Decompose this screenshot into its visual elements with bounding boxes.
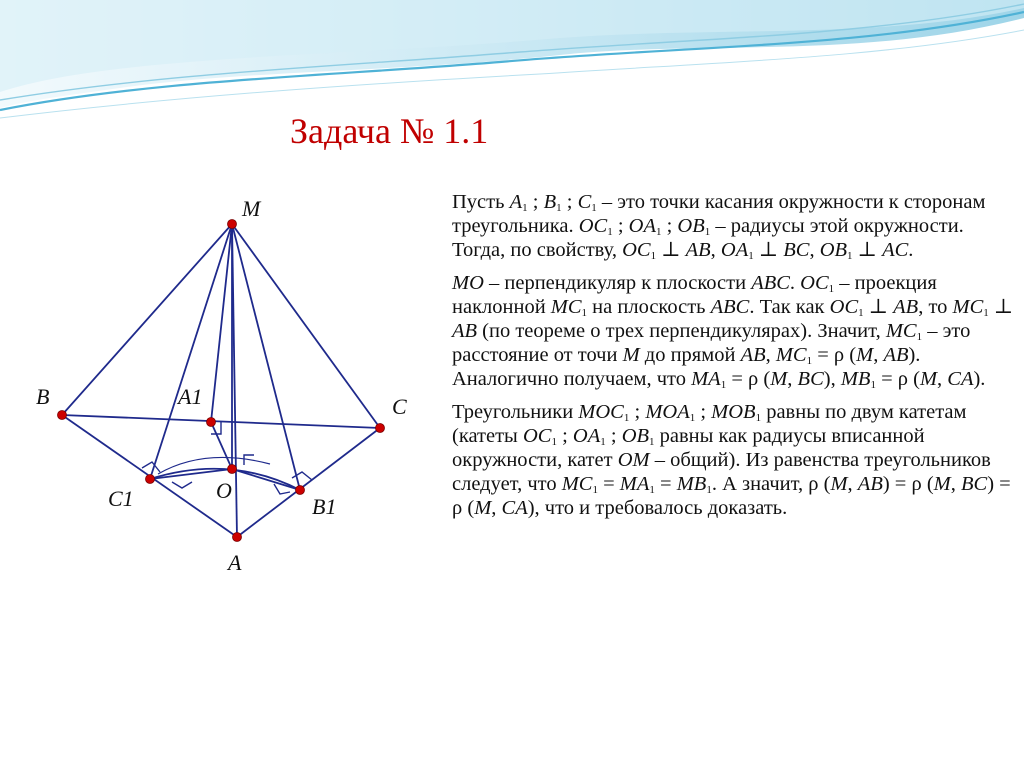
math-term: B (543, 191, 557, 213)
text-run: ; (661, 215, 678, 237)
subscript: 1 (522, 202, 528, 214)
text-run: равны как радиусы вписанной окружности, катет (452, 425, 925, 471)
math-term: OM (617, 449, 650, 471)
text-run: ), (823, 368, 841, 390)
right-angle-mark (142, 462, 160, 472)
label-C: C (392, 394, 407, 419)
text-run: ; (561, 191, 578, 213)
text-run: на плоскость (587, 296, 711, 318)
math-term: OB (621, 425, 650, 447)
text-run: ; (556, 425, 573, 447)
subscript: 1 (551, 436, 557, 448)
math-term: OC (829, 296, 859, 318)
subscript: 1 (916, 331, 923, 343)
point-O (228, 465, 237, 474)
text-run: – это расстояние от точи (452, 320, 971, 366)
text-run: равны по двум катетам (катеты (452, 401, 967, 447)
text-run: , (491, 497, 502, 519)
subscript: 1 (600, 436, 606, 448)
text-run: . А значит, ρ ( (711, 473, 831, 495)
math-term: M (933, 473, 951, 495)
math-term: A (509, 191, 523, 213)
text-run: ) = ρ ( (452, 473, 1011, 519)
label-M: M (242, 196, 261, 221)
math-term: M (856, 344, 874, 366)
text-run: ; (629, 401, 646, 423)
subscript: 1 (806, 355, 813, 367)
math-term: MA (691, 368, 721, 390)
text-run: ), что и требовалось доказать. (527, 497, 788, 519)
text-run: = ρ ( (875, 368, 920, 390)
subscript: 1 (858, 307, 864, 319)
text-run: (по теореме о трех перпендикулярах). Значит, (477, 320, 886, 342)
segment-MA1 (211, 224, 232, 422)
subscript: 1 (748, 250, 754, 262)
text-run: , (809, 239, 820, 261)
label-A1: A1 (178, 384, 203, 409)
label-A: A (228, 550, 242, 575)
math-term: MB (840, 368, 871, 390)
subscript: 1 (592, 484, 598, 496)
math-term: ABC (751, 272, 790, 294)
subscript: 1 (689, 412, 696, 424)
math-term: MOB (711, 401, 756, 423)
text-run: ; (612, 215, 629, 237)
subscript: 1 (847, 250, 853, 262)
text-run: , (787, 368, 798, 390)
subscript: 1 (870, 379, 876, 391)
text-run: ). (973, 368, 986, 390)
math-term: MOA (645, 401, 690, 423)
paragraph (452, 190, 1022, 262)
text-run: – общий). Из равенства треугольников следует, что (452, 449, 991, 495)
text-run: . (789, 272, 801, 294)
segment-OB1 (232, 469, 300, 490)
math-term: MOC (578, 401, 624, 423)
diagram-panel (30, 182, 425, 582)
text-run: Пусть (452, 191, 510, 213)
text-run: – перпендикуляр к плоскости (483, 272, 752, 294)
text-run: ⊥ (988, 296, 1014, 318)
text-run: – это точки касания окружности к сторонам треугольника. (452, 191, 986, 237)
math-term: OB (677, 215, 705, 237)
point-B (58, 411, 67, 420)
math-term: AB (452, 320, 478, 342)
math-term: MO (452, 272, 484, 294)
math-term: AB (883, 344, 909, 366)
math-term: OB (819, 239, 848, 261)
slide-title: Задача № 1.1 (290, 111, 489, 151)
label-O: O (216, 478, 232, 503)
text-run: – радиусы этой окружности. Тогда, по свойству, (452, 215, 964, 261)
math-term: BC (797, 368, 824, 390)
math-term: MC (952, 296, 984, 318)
math-term: BC (961, 473, 988, 495)
math-term: MB (676, 473, 707, 495)
point-A1 (207, 418, 216, 427)
segment-MB (62, 224, 232, 415)
text-run: , (937, 368, 948, 390)
subscript: 1 (623, 412, 630, 424)
math-term: OA (720, 239, 749, 261)
paragraph (452, 271, 1022, 391)
math-term: AB (857, 473, 883, 495)
math-term: M (919, 368, 938, 390)
point-M (228, 220, 237, 229)
text-run: = ρ ( (812, 344, 857, 366)
subscript: 1 (649, 484, 655, 496)
text-run: ⊥ (852, 239, 883, 261)
pyramid-diagram (30, 182, 425, 582)
math-term: OC (622, 239, 651, 261)
label-C1: C1 (108, 486, 134, 511)
point-B1 (296, 486, 305, 495)
text-run: ⊥ (656, 239, 686, 261)
text-run: , (950, 473, 961, 495)
math-term: OA (572, 425, 601, 447)
text-run: ⊥ (863, 296, 894, 318)
math-term: OA (628, 215, 656, 237)
text-run: . (908, 239, 914, 261)
text-run: , то (918, 296, 953, 318)
subscript: 1 (556, 202, 562, 214)
math-term: ABC (710, 296, 750, 318)
math-term: M (830, 473, 848, 495)
math-term: MC (561, 473, 593, 495)
math-term: AC (882, 239, 909, 261)
segment-MB1 (232, 224, 300, 490)
math-term: M (770, 368, 788, 390)
subscript: 1 (581, 307, 588, 319)
subscript: 1 (655, 226, 662, 238)
subscript: 1 (755, 412, 762, 424)
math-term: MC (550, 296, 582, 318)
text-run: , (710, 239, 721, 261)
math-term: MA (619, 473, 650, 495)
text-run: = (654, 473, 677, 495)
math-term: CA (501, 497, 528, 519)
text-body (452, 190, 1022, 529)
point-C (376, 424, 385, 433)
subscript: 1 (649, 436, 655, 448)
text-run: ⊥ (753, 239, 784, 261)
subscript: 1 (983, 307, 989, 319)
text-run: Треугольники (452, 401, 579, 423)
paragraph (452, 400, 1022, 520)
subscript: 1 (720, 379, 727, 391)
math-term: AB (685, 239, 711, 261)
text-run: – проекция наклонной (452, 272, 937, 318)
point-A (233, 533, 242, 542)
segment-CA (237, 428, 380, 537)
text-run: до прямой (639, 344, 741, 366)
text-run: . Так как (749, 296, 830, 318)
text-run: ) = ρ ( (882, 473, 934, 495)
math-term: OC (578, 215, 608, 237)
math-term: M (622, 344, 640, 366)
text-run: = (597, 473, 620, 495)
math-term: AB (740, 344, 766, 366)
header-wave-decoration (0, 0, 1024, 130)
label-B1: B1 (312, 494, 337, 519)
subscript: 1 (591, 202, 597, 214)
math-term: BC (783, 239, 810, 261)
point-C1 (146, 475, 155, 484)
subscript: 1 (607, 226, 613, 238)
subscript: 1 (706, 484, 712, 496)
math-term: MC (885, 320, 917, 342)
math-term: C (577, 191, 592, 213)
text-run: ; (527, 191, 544, 213)
math-term: OC (522, 425, 552, 447)
text-run: , (847, 473, 858, 495)
text-run: = ρ ( (726, 368, 771, 390)
math-term: OC (800, 272, 829, 294)
right-angle-mark (172, 482, 192, 488)
text-run: , (765, 344, 776, 366)
text-run: , (873, 344, 884, 366)
label-B: B (36, 384, 50, 409)
text-run: ; (695, 401, 712, 423)
subscript: 1 (704, 226, 711, 238)
math-term: CA (947, 368, 974, 390)
subscript: 1 (828, 283, 835, 295)
segment-MC (232, 224, 380, 428)
text-run: ; (605, 425, 622, 447)
text-run: ). Аналогично получаем, что (452, 344, 921, 390)
math-term: AB (893, 296, 919, 318)
math-term: M (474, 497, 492, 519)
subscript: 1 (650, 250, 657, 262)
math-term: MC (775, 344, 807, 366)
